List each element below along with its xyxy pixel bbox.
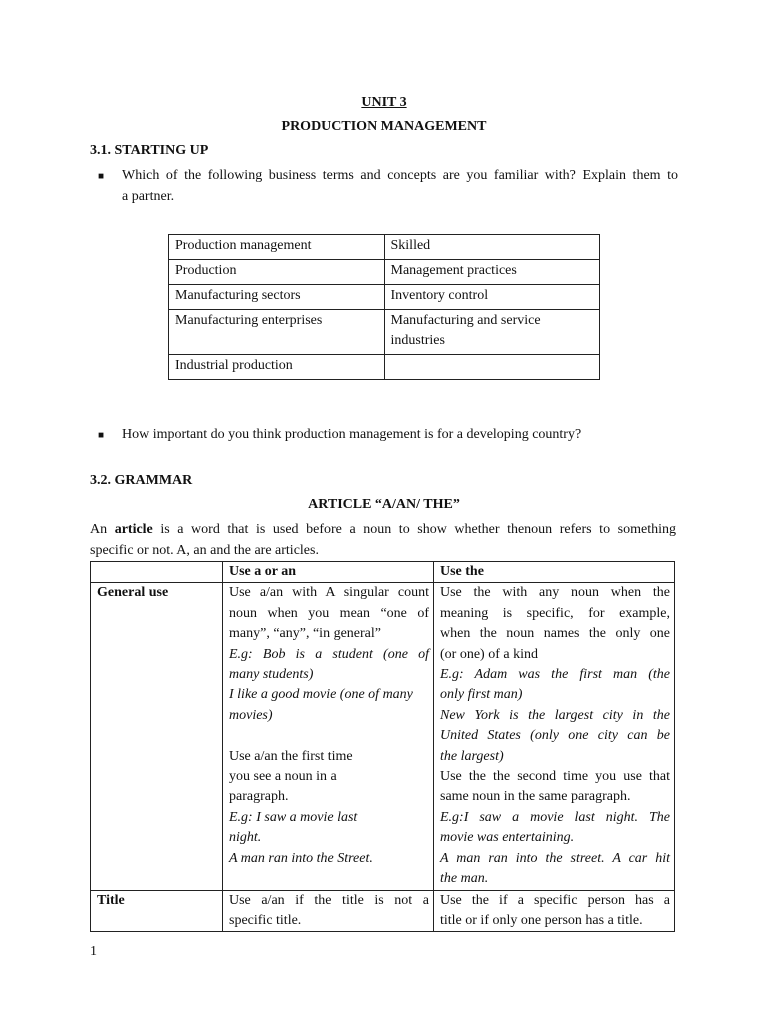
- table-cell: Production management: [169, 235, 385, 260]
- example-line: E.g: I saw a movie last: [229, 809, 358, 825]
- bullet-icon: ■: [97, 430, 105, 441]
- table-cell: Skilled: [384, 235, 600, 260]
- example-line: many students): [229, 667, 314, 683]
- table-header-cell: [91, 562, 223, 583]
- text-line: noun when you mean “one of: [229, 605, 429, 621]
- bullet-question-1: [122, 166, 678, 207]
- general-use-the-cell: [434, 583, 675, 890]
- bullet-question-1-line-2: a partner.: [122, 188, 175, 204]
- text-line: Use a/an if the title is not a: [229, 892, 429, 908]
- articles-table: [90, 561, 675, 932]
- text-line: Use a/an with A singular count: [229, 585, 429, 601]
- table-row: [91, 890, 675, 932]
- text-line: Use a/an the first time: [229, 748, 353, 764]
- table-row: [169, 310, 600, 355]
- text-line: you see a noun in a: [229, 769, 337, 785]
- article-definition: [90, 520, 676, 561]
- text-line: Use the the second time you use that: [440, 769, 670, 785]
- table-header-row: [91, 562, 675, 583]
- example-line: only first man): [440, 687, 523, 703]
- intro-pre: An: [90, 522, 115, 537]
- table-cell: [384, 355, 600, 380]
- table-row: [169, 285, 600, 310]
- example-line: night.: [229, 830, 262, 846]
- example-line: the largest): [440, 748, 504, 764]
- page-number: 1: [90, 944, 97, 959]
- text-line: meaning is specific, for example,: [440, 605, 670, 621]
- example-line: the man.: [440, 871, 489, 887]
- table-row: [169, 235, 600, 260]
- table-cell: Industrial production: [169, 355, 385, 380]
- bullet-icon: ■: [97, 171, 105, 182]
- table-row: [169, 260, 600, 285]
- section-heading-starting-up: 3.1. STARTING UP: [90, 143, 209, 158]
- row-label-general-use: General use: [91, 583, 223, 890]
- text-line: when the noun names the only one: [440, 626, 670, 642]
- text-line: specific title.: [229, 912, 302, 928]
- general-use-a-an-cell: [223, 583, 434, 890]
- example-line: A man ran into the street. A car hit: [440, 850, 670, 866]
- spacer: [229, 726, 429, 746]
- bullet-question-2: How important do you think production management is for a developing country?: [122, 427, 582, 442]
- article-definition-line-1: [90, 520, 676, 541]
- table-cell: Management practices: [384, 260, 600, 285]
- example-line: E.g: Adam was the first man (the: [440, 667, 670, 683]
- text-line: many”, “any”, “in general”: [229, 626, 381, 642]
- example-line: movies): [229, 707, 273, 723]
- example-line: A man ran into the Street.: [229, 850, 373, 866]
- table-row: [91, 583, 675, 890]
- example-line: I like a good movie (one of many: [229, 687, 413, 703]
- table-cell: Manufacturing sectors: [169, 285, 385, 310]
- table-row: [169, 355, 600, 380]
- intro-rest: is a word that is used before a noun to show whether thenoun refers to something: [152, 522, 676, 537]
- table-header-cell: Use the: [434, 562, 675, 583]
- example-line: New York is the largest city in the: [440, 707, 670, 723]
- section-heading-grammar: 3.2. GRAMMAR: [90, 473, 193, 488]
- row-label-title: Title: [91, 890, 223, 932]
- table-cell: Manufacturing and service industries: [384, 310, 600, 355]
- bullet-question-1-line-1: Which of the following business terms and concepts are you familiar with? Explain them to: [122, 168, 678, 183]
- title-a-an-cell: [223, 890, 434, 932]
- text-line: Use the if a specific person has a: [440, 892, 670, 908]
- example-line: E.g:I saw a movie last night. The: [440, 809, 670, 825]
- unit-heading: UNIT 3: [361, 95, 407, 110]
- table-cell: Production: [169, 260, 385, 285]
- intro-bold-term: article: [114, 522, 153, 537]
- title-the-cell: [434, 890, 675, 932]
- text-line: Use the with any noun when the: [440, 585, 670, 601]
- page-title: PRODUCTION MANAGEMENT: [281, 119, 487, 134]
- text-line: paragraph.: [229, 789, 289, 805]
- terms-table: [168, 234, 600, 380]
- example-line: United States (only one city can be: [440, 728, 670, 744]
- table-header-cell: Use a or an: [223, 562, 434, 583]
- example-line: movie was entertaining.: [440, 830, 575, 846]
- article-definition-line-2: specific or not. A, an and the are articles.: [90, 542, 319, 558]
- text-line: title or if only one person has a title.: [440, 912, 643, 928]
- text-line: (or one) of a kind: [440, 646, 538, 662]
- grammar-subheading: ARTICLE “A/AN/ THE”: [308, 497, 460, 512]
- text-line: same noun in the same paragraph.: [440, 789, 631, 805]
- example-line: E.g: Bob is a student (one of: [229, 646, 429, 662]
- table-cell: Inventory control: [384, 285, 600, 310]
- table-cell: Manufacturing enterprises: [169, 310, 385, 355]
